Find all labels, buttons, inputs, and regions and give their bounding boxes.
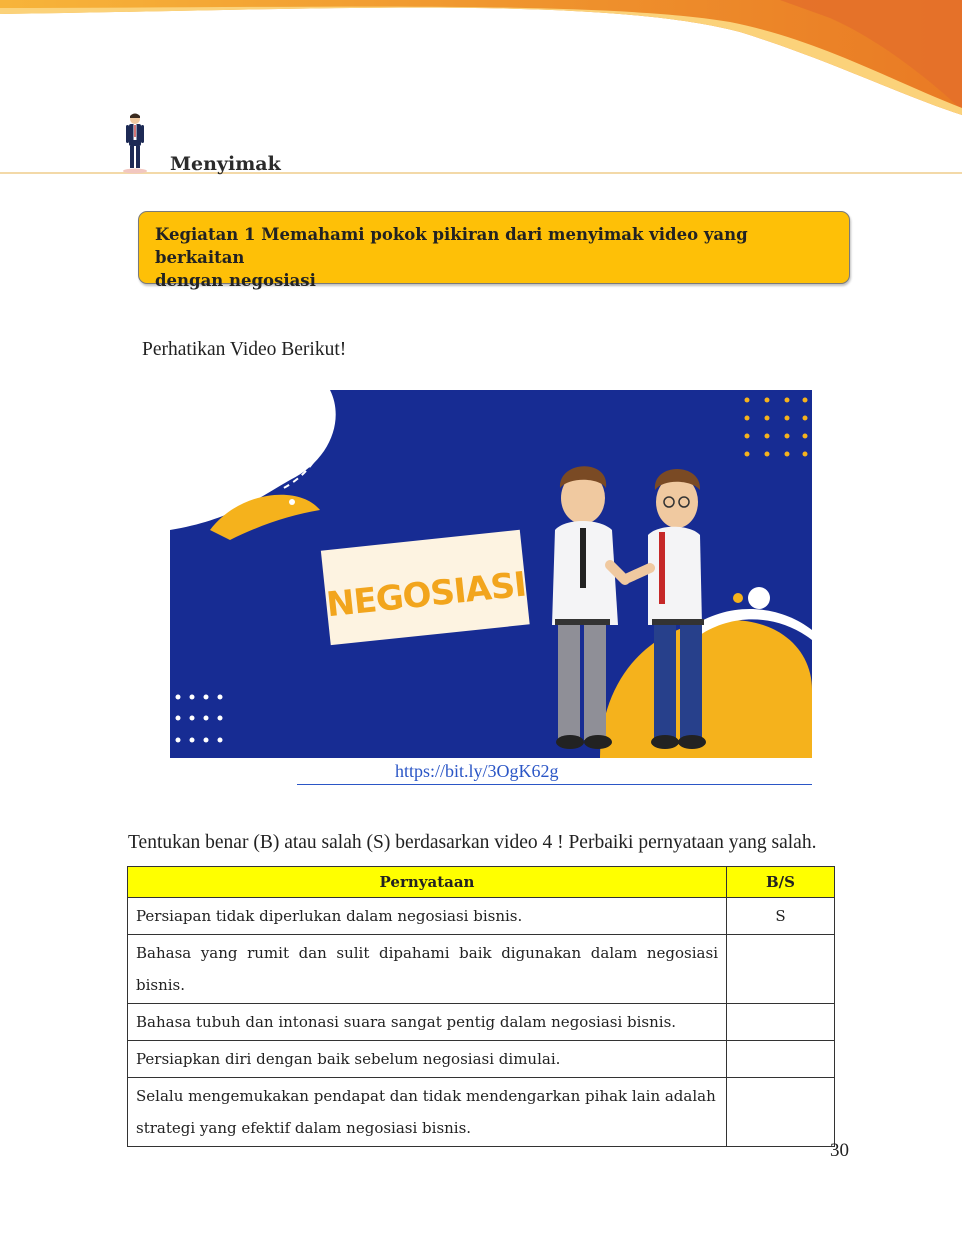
- table-header-row: [128, 867, 835, 898]
- video-link-row: [297, 761, 812, 785]
- table-row: [128, 898, 835, 935]
- statement-table: [127, 866, 835, 1147]
- businessman-mascot-icon: [120, 112, 150, 174]
- table-row: [128, 1041, 835, 1078]
- table-row: [128, 935, 835, 1004]
- instruction-text: Perhatikan Video Berikut!: [142, 339, 347, 360]
- video-link[interactable]: https://bit.ly/3OgK62g: [395, 761, 559, 781]
- statement-cell: Persiapan tidak diperlukan dalam negosiasi bisnis.: [128, 898, 727, 935]
- activity-title-line-2: dengan negosiasi: [155, 271, 316, 290]
- statement-cell: Bahasa tubuh dan intonasi suara sangat pentig dalam negosiasi bisnis.: [128, 1004, 727, 1041]
- statement-cell: Bahasa yang rumit dan sulit dipahami baik digunakan dalam negosiasi bisnis.: [128, 935, 727, 1004]
- answer-cell[interactable]: S: [727, 898, 835, 935]
- statement-cell: Selalu mengemukakan pendapat dan tidak mendengarkan pihak lain adalah strategi yang efektif dalam negosiasi bisnis.: [128, 1078, 727, 1147]
- header-bs: B/S: [727, 867, 835, 898]
- header-pernyataan: Pernyataan: [128, 867, 727, 898]
- answer-cell[interactable]: [727, 1078, 835, 1147]
- table-row: [128, 1004, 835, 1041]
- page-number: 30: [830, 1140, 849, 1161]
- activity-box: [138, 211, 850, 290]
- statement-cell: Persiapkan diri dengan baik sebelum negosiasi dimulai.: [128, 1041, 727, 1078]
- answer-cell[interactable]: [727, 1004, 835, 1041]
- header-swoosh-decoration: [0, 0, 962, 120]
- answer-cell[interactable]: [727, 1041, 835, 1078]
- section-title: Menyimak: [170, 153, 281, 175]
- negosiasi-banner-text: NEGOSIASI: [324, 564, 528, 626]
- activity-title-line-1: Kegiatan 1 Memahami pokok pikiran dari menyimak video yang berkaitan: [155, 225, 748, 267]
- table-row: [128, 1078, 835, 1147]
- answer-cell[interactable]: [727, 935, 835, 1004]
- question-text: Tentukan benar (B) atau salah (S) berdasarkan video 4 ! Perbaiki pernyataan yang salah.: [128, 832, 817, 853]
- video-thumbnail[interactable]: [170, 390, 812, 758]
